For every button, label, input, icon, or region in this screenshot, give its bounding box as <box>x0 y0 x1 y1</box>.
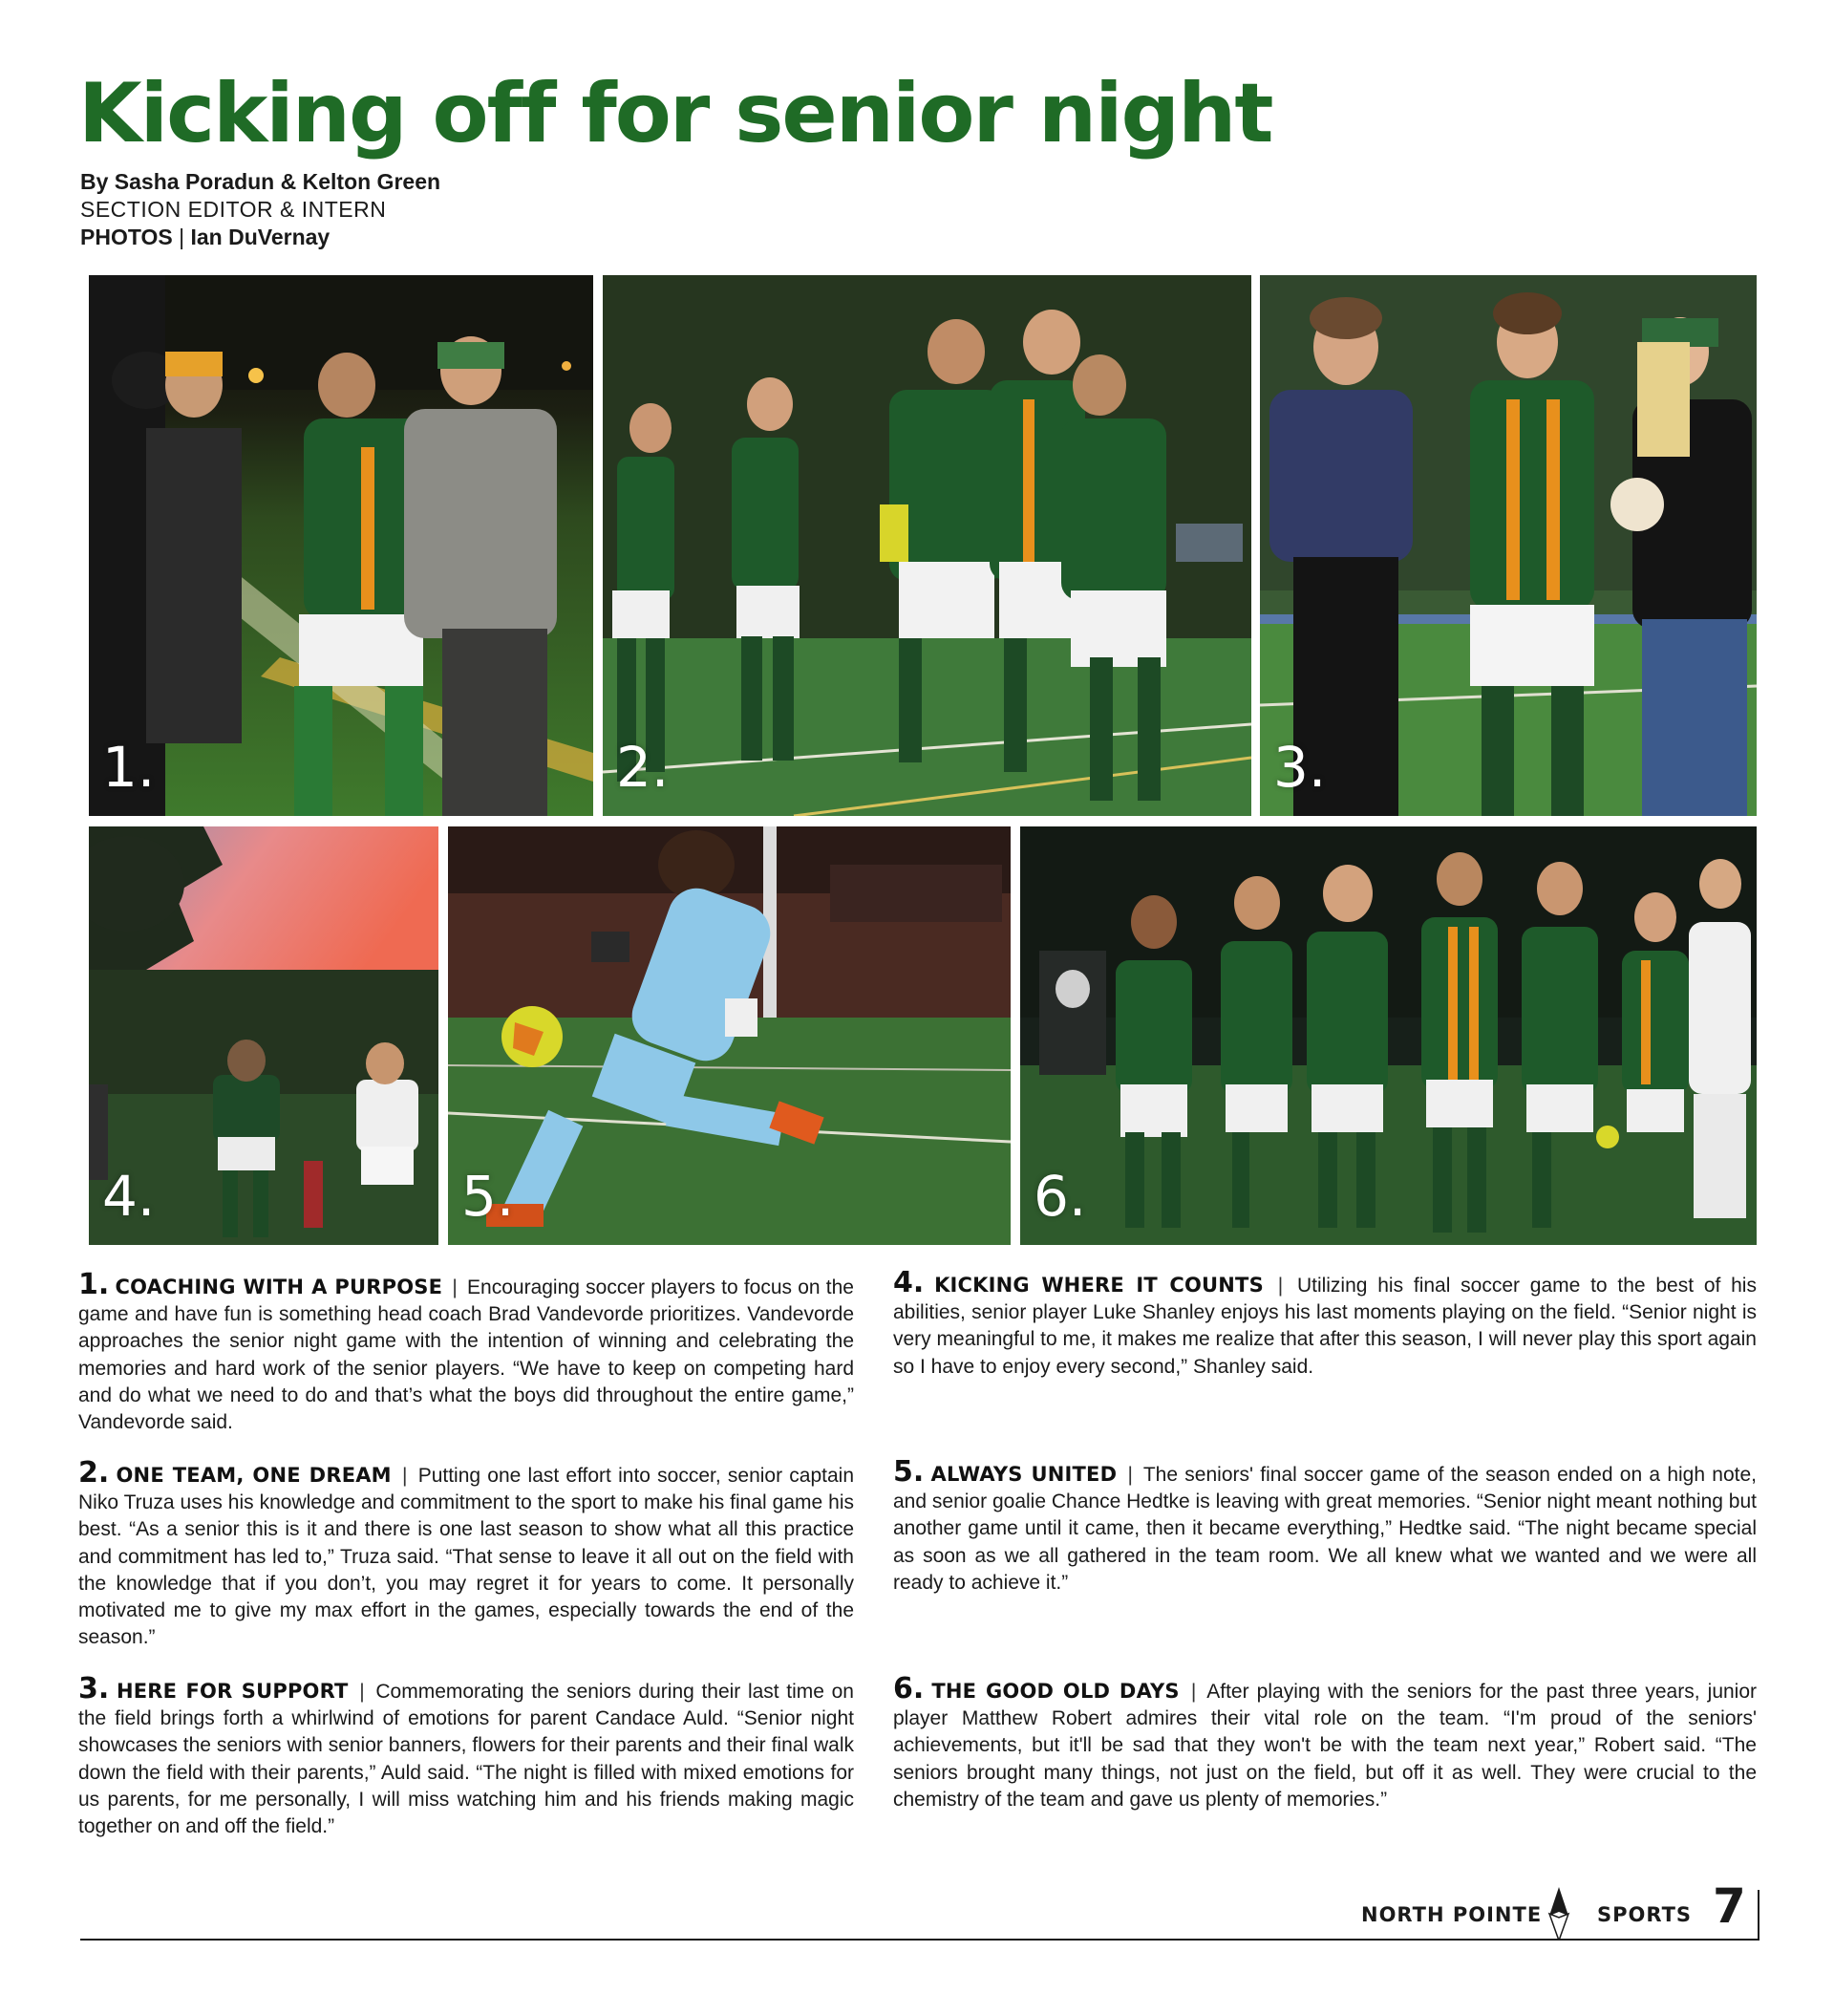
caption-title: KICKING WHERE IT COUNTS <box>934 1274 1264 1297</box>
caption-6 <box>893 1672 1758 1813</box>
caption-title: ONE TEAM, ONE DREAM <box>116 1464 392 1487</box>
photographer-name: Ian DuVernay <box>190 225 331 249</box>
photo-6-image <box>1020 826 1757 1245</box>
photo-number-1: 1. <box>102 735 156 800</box>
caption-text: The seniors' final soccer game of the season ended on a high note, and senior goalie Chance Hedtke is leaving with great memories. “Senior night meant nothing but another game until it came, then it became everything,” Hedtke said. “The night became special as soon as we all gathered in the team room. We all knew what we wanted and we were all ready to achieve it.” <box>893 1464 1757 1594</box>
caption-text: Putting one last effort into soccer, senior captain Niko Truza uses his knowledge and commitment to the sport to make his final game his best. “As a senior this is it and there is one last season to show what all this practice and commitment has led to,” Truza said. “That sense to leave it all out on the field with the knowledge that if you don’t, you may regret it for years to come. It personally motivated me to give my max effort in the games, especially towards the end of the season.” <box>78 1465 855 1649</box>
photo-1-coaching <box>89 275 593 816</box>
caption-title: ALWAYS UNITED <box>930 1463 1118 1486</box>
photo-number-3: 3. <box>1273 735 1327 800</box>
page-number: 7 <box>1713 1878 1746 1934</box>
photo-6-team <box>1020 826 1757 1245</box>
photo-number-2: 2. <box>616 735 670 800</box>
caption-number: 5. <box>893 1455 925 1489</box>
caption-text: After playing with the seniors for the past three years, junior player Matthew Robert admires their vital role on the team. “I'm proud of the seniors' achievements, but it'll be sad that they won't be with the team next year,” Robert said. “The seniors brought many things, not just on the field, but off it as well. They were crucial to the chemistry of the team and gave us plenty of memories.” <box>893 1681 1758 1811</box>
caption-separator: | <box>452 1276 458 1298</box>
photo-4-kicking <box>89 826 438 1245</box>
headline: Kicking off for senior night <box>78 66 1272 161</box>
caption-number: 3. <box>78 1672 110 1705</box>
photo-number-4: 4. <box>102 1164 156 1229</box>
caption-text: Commemorating the seniors during their last time on the field brings forth a whirlwind of emotions for parent Candace Auld. “Senior night showcases the seniors with senior banners, flowers for their parents and their final walk down the field with their parents,” Auld said. “The night is filled with mixed emotions for us parents, for me personally, I will miss watching him and his friends making magic together on and off the field.” <box>78 1681 854 1838</box>
photo-2-image <box>603 275 1251 816</box>
photo-number-6: 6. <box>1034 1164 1087 1229</box>
caption-3 <box>78 1672 854 1840</box>
caption-separator: | <box>1277 1275 1284 1297</box>
byline <box>80 168 440 251</box>
caption-number: 2. <box>78 1456 110 1490</box>
caption-separator: | <box>1127 1464 1133 1486</box>
byline-authors: By Sasha Poradun & Kelton Green <box>80 169 441 194</box>
footer-publication: NORTH POINTE <box>1361 1903 1543 1926</box>
photo-5-image <box>448 826 1011 1245</box>
caption-4 <box>893 1266 1757 1381</box>
caption-2 <box>78 1456 855 1651</box>
byline-roles: SECTION EDITOR & INTERN <box>80 197 387 222</box>
photo-credit <box>80 224 440 251</box>
caption-1 <box>78 1268 854 1436</box>
caption-separator: | <box>1190 1681 1197 1703</box>
caption-number: 6. <box>893 1672 925 1705</box>
photo-number-5: 5. <box>461 1164 515 1229</box>
caption-title: THE GOOD OLD DAYS <box>931 1680 1180 1703</box>
caption-text: Utilizing his final soccer game to the best of his abilities, senior player Luke Shanley enjoys his last moments playing on the field. “Senior night is very meaningful to me, it makes me realize that after this season, I will never play this sport again so I have to enjoy every second,” Shanley said. <box>893 1275 1757 1378</box>
compass-needle-icon <box>1547 1887 1570 1941</box>
photo-credit-label: PHOTOS <box>80 225 173 249</box>
footer-section: SPORTS <box>1597 1903 1693 1926</box>
caption-title: COACHING WITH A PURPOSE <box>115 1276 443 1298</box>
caption-separator: | <box>359 1681 365 1703</box>
photo-3-support <box>1260 275 1757 816</box>
caption-number: 4. <box>893 1266 925 1299</box>
caption-5 <box>893 1455 1757 1597</box>
photo-5-goalie <box>448 826 1011 1245</box>
footer-rule <box>80 1939 1759 1941</box>
caption-text: Encouraging soccer players to focus on the game and have fun is something head coach Brad Vandevorde prioritizes. Vandevorde approaches the senior night game with the intention of winning and celebrating the memories and hard work of the senior players. “We have to keep on competing hard and do what we need to do and that’s what the boys did throughout the entire game,” Vandevorde said. <box>78 1276 854 1434</box>
caption-number: 1. <box>78 1268 110 1301</box>
photo-credit-separator: | <box>179 225 185 249</box>
caption-separator: | <box>402 1465 408 1487</box>
caption-title: HERE FOR SUPPORT <box>116 1680 349 1703</box>
footer-page-rule <box>1758 1890 1759 1941</box>
photo-1-image <box>89 275 593 816</box>
photo-2-celebration <box>603 275 1251 816</box>
photo-3-image <box>1260 275 1757 816</box>
